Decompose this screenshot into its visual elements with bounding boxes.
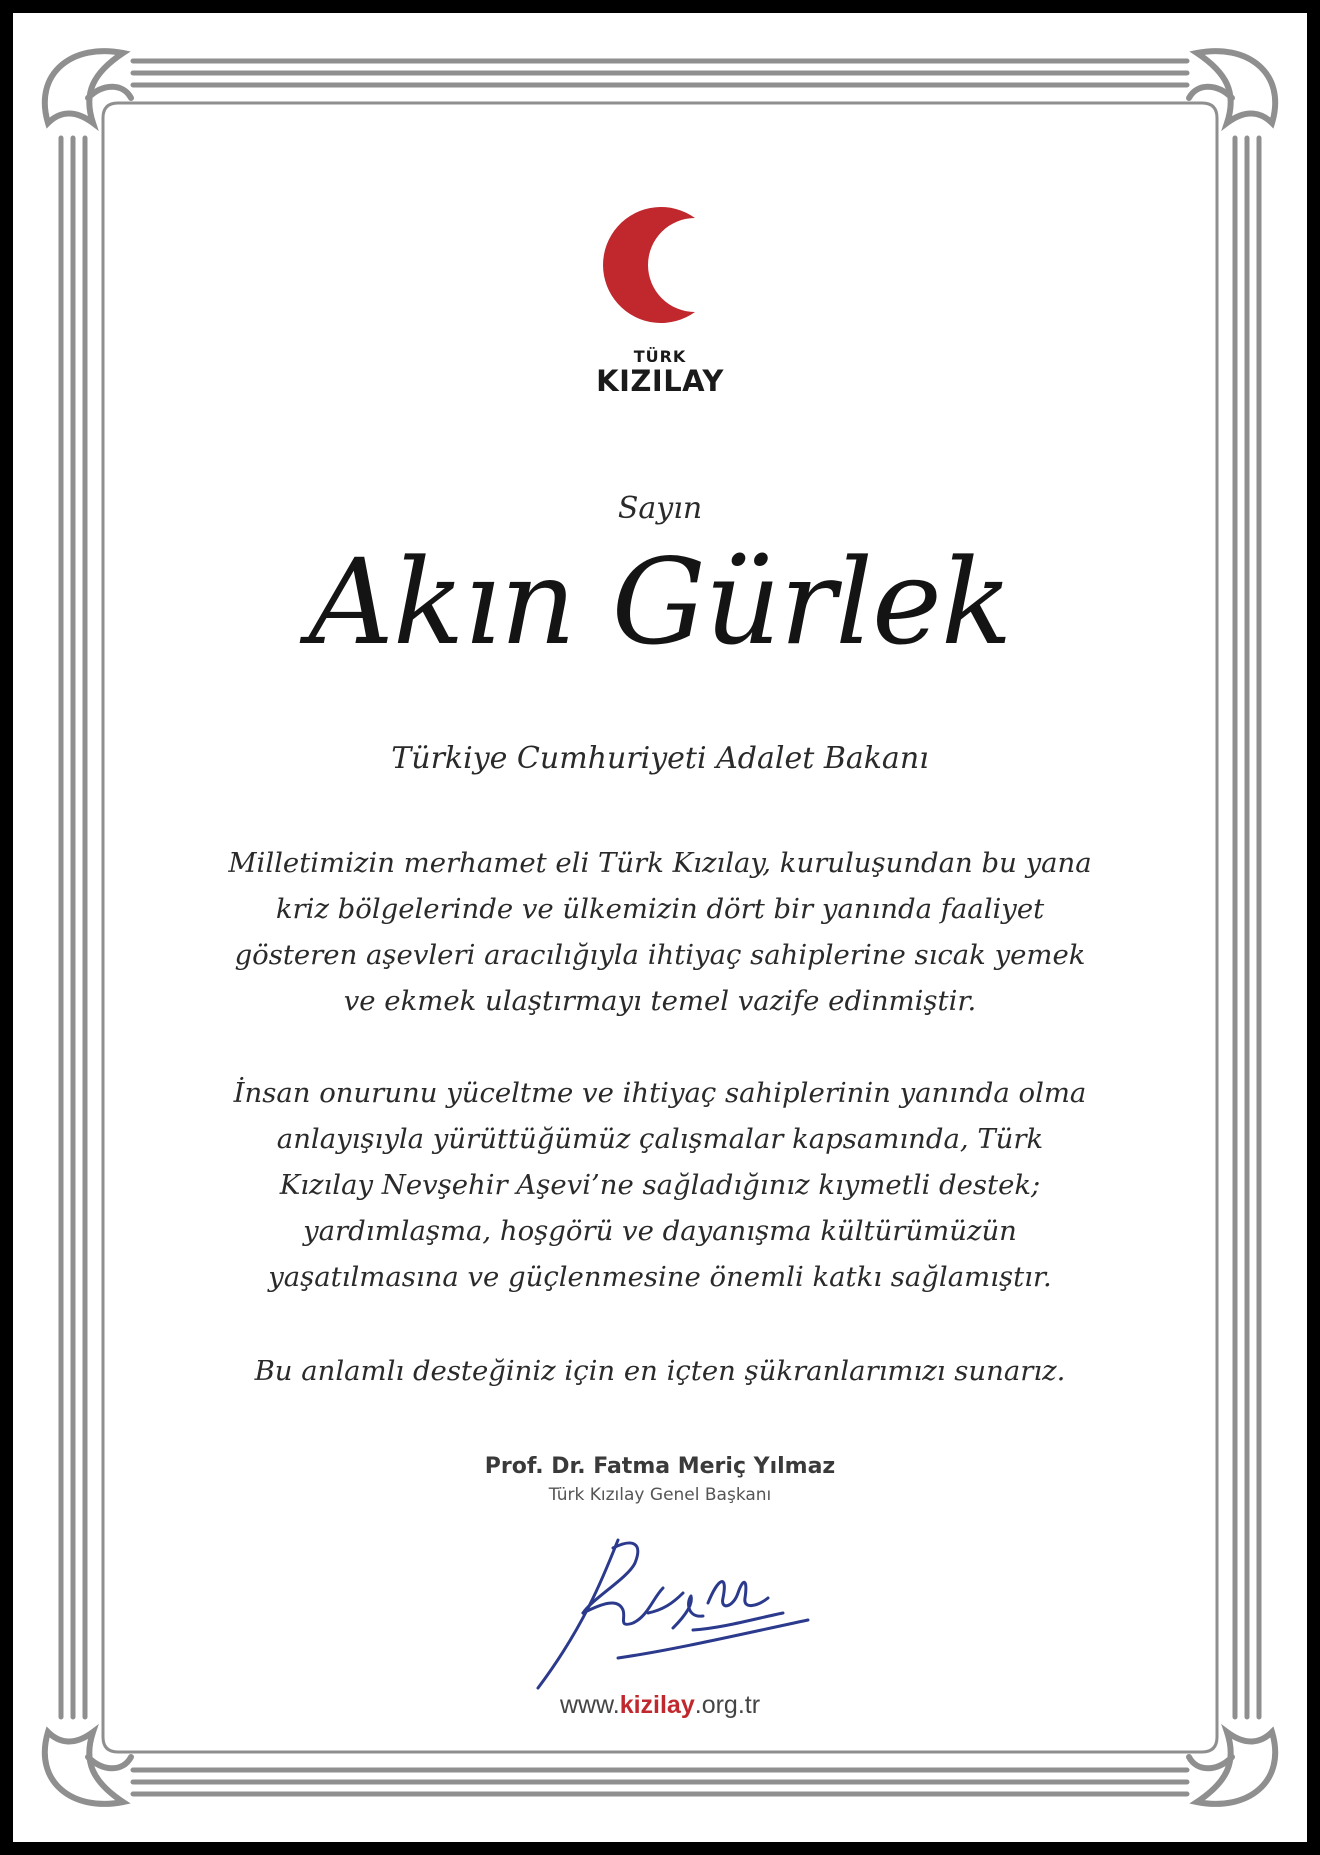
logo-big-text: KIZILAY <box>596 364 724 398</box>
recipient-title: Türkiye Cumhuriyeti Adalet Bakanı <box>391 741 929 776</box>
signer-role: Türk Kızılay Genel Başkanı <box>548 1485 772 1505</box>
paragraph-line: Milletimizin merhamet eli Türk Kızılay, kuruluşundan bu yana <box>228 847 1092 879</box>
handwritten-signature <box>523 1518 823 1698</box>
paragraph-line: Bu anlamlı desteğiniz için en içten şükranlarımızı sunarız. <box>254 1355 1066 1387</box>
paragraph-line: ve ekmek ulaştırmayı temel vazife edinmiştir. <box>343 985 977 1017</box>
salutation: Sayın <box>617 491 703 526</box>
body-paragraph-3 <box>13 1348 1307 1394</box>
paragraph-line: gösteren aşevleri aracılığıyla ihtiyaç sahiplerine sıcak yemek <box>234 939 1086 971</box>
certificate-sheet <box>13 13 1307 1842</box>
website-brand: kizilay <box>619 1691 695 1719</box>
paragraph-line: İnsan onurunu yüceltme ve ihtiyaç sahiplerinin yanında olma <box>233 1077 1087 1109</box>
paragraph-line: kriz bölgelerinde ve ülkemizin dört bir yanında faaliyet <box>275 893 1045 925</box>
paragraph-line: anlayışıyla yürüttüğümüz çalışmalar kapsamında, Türk <box>276 1123 1044 1155</box>
crescent-icon <box>595 200 725 330</box>
body-paragraph-1 <box>13 840 1307 1024</box>
logo-small-text: TÜRK <box>633 347 687 366</box>
paragraph-line: yaşatılmasına ve güçlenmesine önemli katkı sağlamıştır. <box>268 1261 1052 1293</box>
body-paragraph-2 <box>13 1070 1307 1300</box>
recipient-name: Akın Gürlek <box>308 533 1012 671</box>
paragraph-line: yardımlaşma, hoşgörü ve dayanışma kültürümüzün <box>303 1215 1017 1247</box>
website-prefix: www. <box>559 1691 620 1719</box>
paragraph-line: Kızılay Nevşehir Aşevi’ne sağladığınız kıymetli destek; <box>279 1169 1041 1201</box>
website-suffix: .org.tr <box>694 1691 761 1719</box>
website-link[interactable] <box>13 1691 1307 1720</box>
signer-name: Prof. Dr. Fatma Meriç Yılmaz <box>484 1454 836 1479</box>
